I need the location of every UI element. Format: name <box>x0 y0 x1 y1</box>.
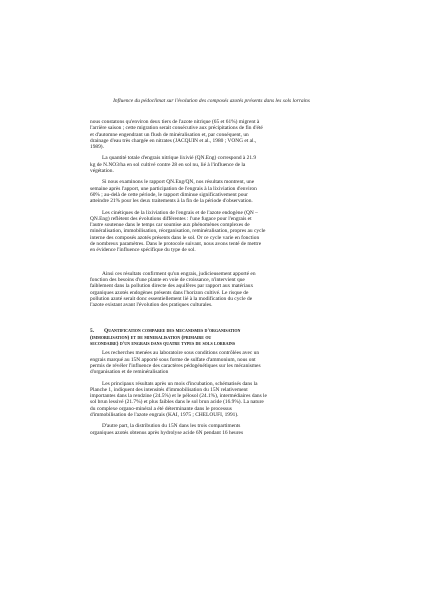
paragraph: La quantité totale d'engrais nitrique lixivié (QN.Eng) correspond à 21.9 kg de N.NO3/ha en sol cultivé contre 28 en sol nu, lié à l'influence de la végétation. <box>90 155 257 175</box>
spacer <box>90 313 330 325</box>
section-title: Quantification comparee des mecanismes d'organisation (immobilisation) et de mineralisation (primaire ou secondaire) d'un engrais dans quatre types de sols lorrains <box>90 328 241 348</box>
spacer <box>90 259 330 271</box>
paragraph: nous constatons qu'environ deux tiers de l'azote nitrique (65 et 61%) migrent à l'arrière saison ; cette migration serait consécutive aux précipitations de fin d'été et d'automne engendrant un flush de minéralisation et, par conséquent, un drainage d'eau très chargée en nitrates (JACQUIN et al., 1980 ; VONG et al., 1989). <box>90 119 263 151</box>
paragraph: Les recherches menées au laboratoire sous conditions contrôlées avec un engrais marqué au 15N apporté sous forme de sulfate d'ammonium, nous ont permis de révéler l'influence des caractères pédogénétiques sur les mécanismes d'organisation et de reminéralisation <box>90 350 261 376</box>
section-number: 5. <box>90 328 95 335</box>
running-head: Influence du pédoclimat sur l'évolution des composés azotés présents dans les sols lorrains <box>113 98 310 104</box>
body-column <box>90 119 330 441</box>
section-heading <box>90 328 330 347</box>
paragraph: Ainsi ces résultats confirment qu'un engrais, judicieusement apporté en fonction des besoins d'une plante en voie de croissance, n'intervient que faiblement dans la pollution directe des aquifères par rapport aux matériaux organiques azotés endogènes présents dans l'horizon cultivé. Le risque de pollution azoté serait donc essentiellement lié à la modification du cycle de l'azote existant avant l'évolution des pratiques culturales. <box>90 270 256 309</box>
paragraph: D'autre part, la distribution du 15N dans les trois compartiments organiques azotés obtenus après hydrolyse acide 6N pendant 16 heures <box>90 423 244 436</box>
paragraph: Si nous examinons le rapport QN.Eng/QN, nos résultats montrent, une semaine après l'apport, une participation de l'engrais à la lixiviation d'environ 60% ; au-delà de cette période, le rapport diminue significativement pour atteindre 21% pour les deux traitements à la fin de la période d'observation. <box>90 179 257 205</box>
paragraph: Les principaux résultats après un mois d'incubation, schématisés dans la Planche 1, indiquent des intensités d'immobilisation du 15N relativement importantes dans la rendzine (24.5%) et le pélosol (24.1%), intermédiaires dans le sol brun lessivé (21.7%) et plus faibles dans le sol brun acide (16.9%). La nature du complexe organo-minéral a été déterminante dans le processus d'immobilisation de l'azote engrais (KAI, 1975 ; CHELOUFI, 1991). <box>90 380 267 418</box>
paragraph: Les cinétiques de la lixiviation de l'engrais et de l'azote endogène (QN – QN.Eng) reflètent des évolutions différentes : l'une fugace pour l'engrais et l'autre soutenue dans le temps car soumise aux phénomènes complexes de minéralisation, immobilisation, réorganisation, reminéralisation, propres au cycle interne des composés azotés présents dans le sol. Or ce cycle varie en fonction de nombreux paramètres. Dans le protocole suivant, nous avons tenté de mettre en évidence l'influence spécifique du type de sol. <box>90 209 266 254</box>
